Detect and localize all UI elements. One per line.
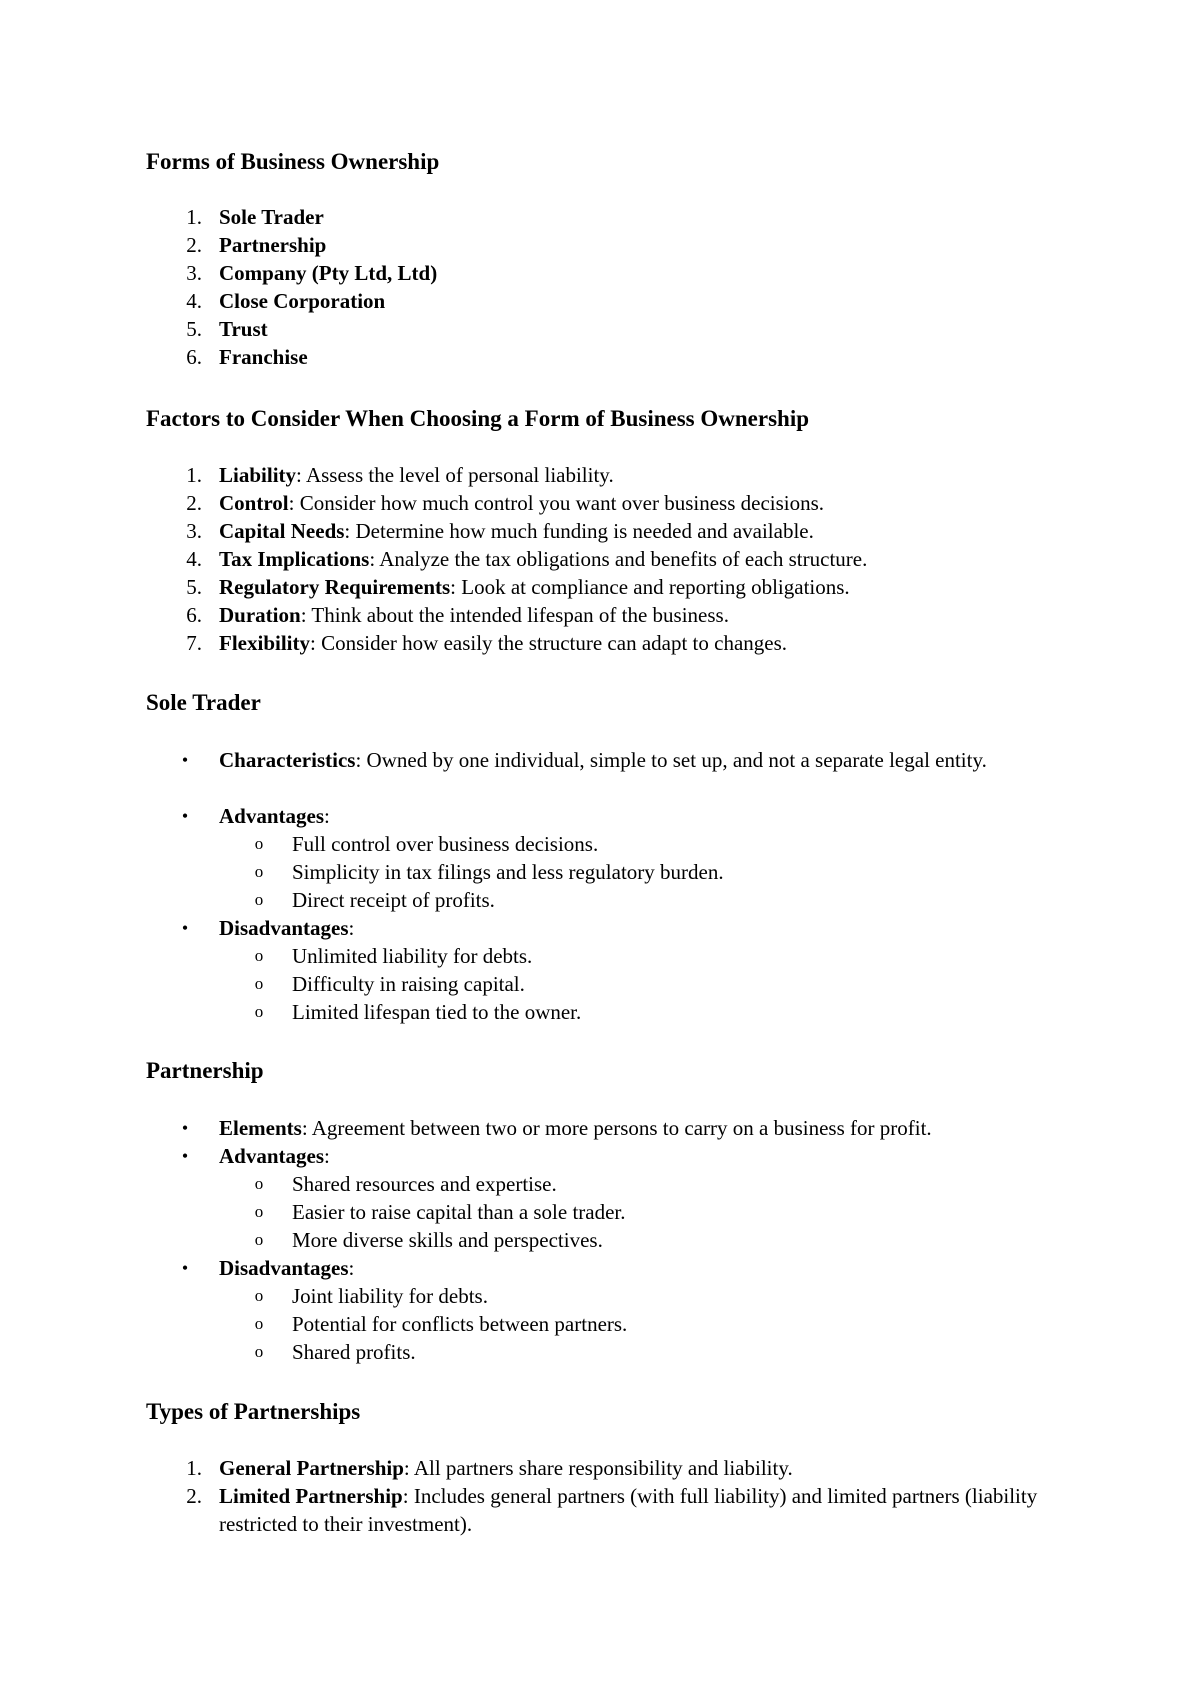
- term-description: : Owned by one individual, simple to set up, and not a separate legal entity.: [355, 748, 987, 772]
- list-number: 4.: [186, 547, 202, 571]
- list-item-text: [219, 1142, 1059, 1170]
- sub-list-item-text: Joint liability for debts.: [292, 1284, 488, 1308]
- term-label: Limited Partnership: [219, 1484, 403, 1508]
- sub-list-item-text: Direct receipt of profits.: [292, 888, 495, 912]
- sub-list-item-text: More diverse skills and perspectives.: [292, 1228, 603, 1252]
- term-label: General Partnership: [219, 1456, 404, 1480]
- term-description: :: [348, 916, 355, 940]
- list-number: 7.: [186, 631, 202, 655]
- term-label: Duration: [219, 603, 301, 627]
- sub-list-item-text: Shared resources and expertise.: [292, 1172, 557, 1196]
- term-description: : All partners share responsibility and liability.: [403, 1456, 793, 1480]
- sub-list-item-text: Limited lifespan tied to the owner.: [292, 1000, 582, 1024]
- sub-bullet-icon: o: [254, 862, 264, 881]
- term-label: Disadvantages: [219, 1256, 349, 1280]
- term-description: : Agreement between two or more persons to carry on a business for profit.: [301, 1116, 932, 1140]
- term-label: Characteristics: [219, 748, 356, 772]
- term-description: : Consider how easily the structure can adapt to changes.: [310, 631, 788, 655]
- list-item-text: [219, 1454, 1059, 1482]
- sub-bullet-icon: o: [254, 1230, 264, 1249]
- bullet-icon: •: [181, 750, 189, 770]
- term-label: Advantages: [219, 1144, 325, 1168]
- sub-bullet-icon: o: [254, 1174, 264, 1193]
- list-item-text: [219, 601, 1059, 629]
- sub-bullet-icon: o: [254, 974, 264, 993]
- list-number: 5.: [186, 575, 202, 599]
- sub-bullet-icon: o: [254, 1342, 264, 1361]
- bullet-icon: •: [181, 1118, 189, 1138]
- bullet-icon: •: [181, 918, 189, 938]
- term-label: Control: [219, 491, 289, 515]
- list-number: 2.: [186, 491, 202, 515]
- term-label: Elements: [219, 1116, 302, 1140]
- sub-bullet-icon: o: [254, 890, 264, 909]
- term-description: : Analyze the tax obligations and benefits of each structure.: [369, 547, 868, 571]
- term-description: :: [324, 1144, 330, 1168]
- list-item-text: Partnership: [219, 233, 327, 257]
- sub-list-item-text: Full control over business decisions.: [292, 832, 599, 856]
- list-item-text: [219, 914, 1059, 942]
- list-number: 5.: [186, 317, 202, 341]
- list-item-text: Franchise: [219, 345, 308, 369]
- list-number: 6.: [186, 603, 202, 627]
- term-description: :: [324, 804, 330, 828]
- list-item-text: Company (Pty Ltd, Ltd): [219, 261, 438, 285]
- bullet-icon: •: [181, 1146, 189, 1166]
- list-number: 2.: [186, 1484, 202, 1508]
- sub-bullet-icon: o: [254, 1286, 264, 1305]
- sub-list-item-text: Shared profits.: [292, 1340, 416, 1364]
- term-label: Disadvantages: [219, 916, 349, 940]
- term-label: Liability: [219, 463, 297, 487]
- list-number: 1.: [186, 463, 202, 487]
- term-description: : Includes general partners (with full liability) and limited partners (liability restricted to their investment).: [219, 1484, 1038, 1536]
- sub-bullet-icon: o: [254, 1202, 264, 1221]
- list-item-text: Trust: [219, 317, 268, 341]
- heading-forms-of-business-ownership: Forms of Business Ownership: [146, 149, 440, 174]
- list-item-text: Close Corporation: [219, 289, 386, 313]
- sub-list-item-text: Unlimited liability for debts.: [292, 944, 533, 968]
- list-item-text: [219, 629, 1059, 657]
- list-item-text: [219, 802, 1059, 830]
- sub-bullet-icon: o: [254, 1314, 264, 1333]
- sub-bullet-icon: o: [254, 1002, 264, 1021]
- heading-types-of-partnerships: Types of Partnerships: [146, 1399, 361, 1424]
- heading-partnership: Partnership: [146, 1058, 264, 1083]
- list-item-text: [219, 461, 1059, 489]
- list-item-text: Sole Trader: [219, 205, 324, 229]
- list-number: 1.: [186, 205, 202, 229]
- bullet-icon: •: [181, 806, 189, 826]
- list-item-text: [219, 1114, 1059, 1142]
- sub-list-item-text: Easier to raise capital than a sole trader.: [292, 1200, 626, 1224]
- term-label: Regulatory Requirements: [219, 575, 451, 599]
- term-description: : Consider how much control you want over business decisions.: [288, 491, 825, 515]
- sub-bullet-icon: o: [254, 834, 264, 853]
- term-description: : Think about the intended lifespan of the business.: [300, 603, 729, 627]
- term-description: : Assess the level of personal liability.: [296, 463, 614, 487]
- heading-sole-trader: Sole Trader: [146, 690, 261, 715]
- heading-factors: Factors to Consider When Choosing a Form of Business Ownership: [146, 406, 810, 431]
- sub-list-item-text: Difficulty in raising capital.: [292, 972, 525, 996]
- list-number: 1.: [186, 1456, 202, 1480]
- term-label: Flexibility: [219, 631, 310, 655]
- list-number: 4.: [186, 289, 202, 313]
- term-label: Tax Implications: [219, 547, 370, 571]
- sub-list-item-text: Potential for conflicts between partners.: [292, 1312, 628, 1336]
- list-item-text: [219, 1482, 1059, 1538]
- sub-bullet-icon: o: [254, 946, 264, 965]
- list-number: 6.: [186, 345, 202, 369]
- bullet-icon: •: [181, 1258, 189, 1278]
- list-item-text: [219, 746, 1059, 774]
- term-description: : Look at compliance and reporting obligations.: [450, 575, 850, 599]
- list-item-text: [219, 573, 1059, 601]
- list-number: 3.: [186, 519, 202, 543]
- list-item-text: [219, 545, 1059, 573]
- list-number: 2.: [186, 233, 202, 257]
- list-item-text: [219, 517, 1059, 545]
- term-description: :: [348, 1256, 355, 1280]
- term-label: Capital Needs: [219, 519, 345, 543]
- term-description: : Determine how much funding is needed and available.: [344, 519, 814, 543]
- list-number: 3.: [186, 261, 202, 285]
- list-item-text: [219, 1254, 1059, 1282]
- term-label: Advantages: [219, 804, 325, 828]
- list-item-text: [219, 489, 1059, 517]
- sub-list-item-text: Simplicity in tax filings and less regulatory burden.: [292, 860, 724, 884]
